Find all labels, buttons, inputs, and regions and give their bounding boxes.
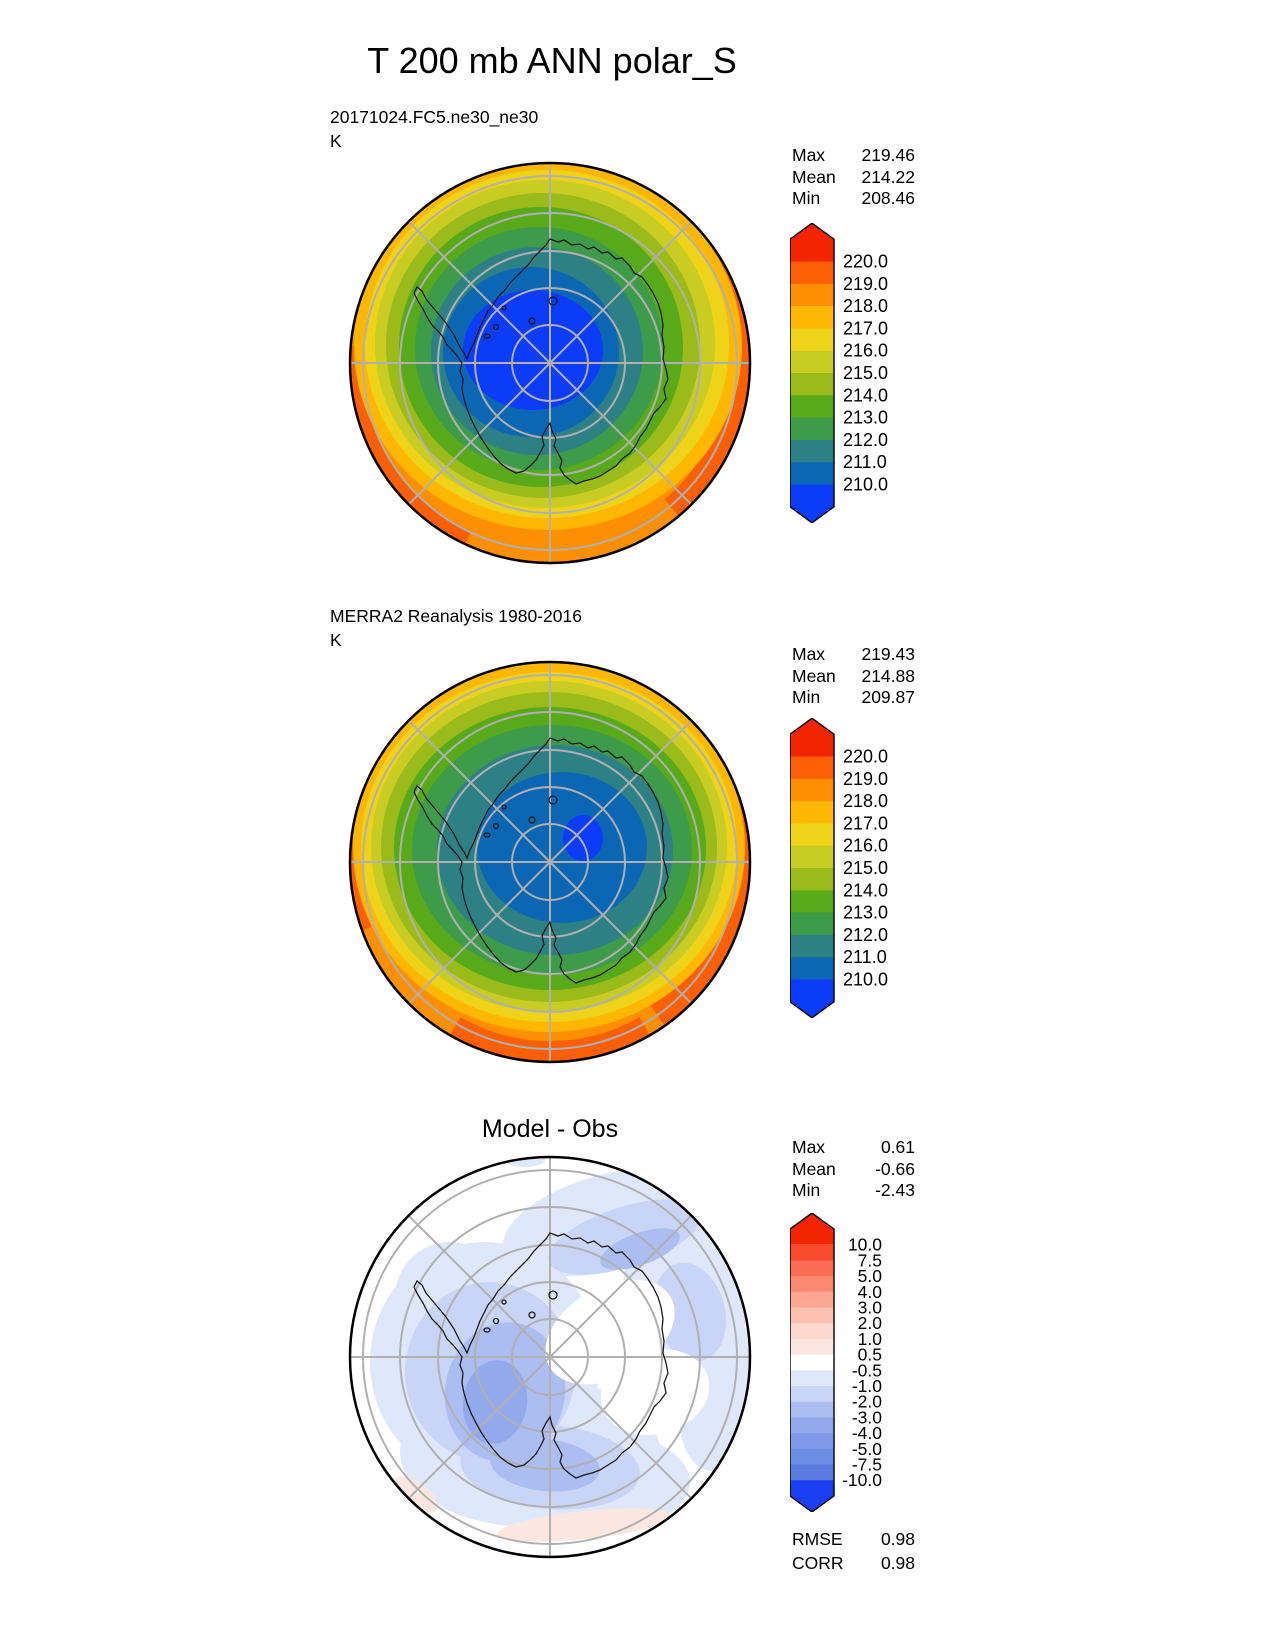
colorbar-tick-label: 219.0 [843,768,889,789]
colorbar-band [790,779,834,802]
colorbar-tick-label: -2.0 [851,1391,882,1412]
stat-value: 219.46 [861,145,915,165]
colorbar-band [790,418,834,441]
colorbar-tick-label: -0.5 [851,1360,882,1381]
colorbar-tick-label: 5.0 [857,1266,882,1287]
colorbar-tick-label: 218.0 [843,791,889,812]
colorbar-band [790,868,834,891]
stat-label: Min [792,188,821,208]
colorbar-tick-label: 214.0 [843,385,889,406]
stat-value: 209.87 [861,687,915,707]
stat-label: Mean [792,665,836,686]
colorbar-band [790,823,834,846]
stat-value: 219.43 [861,644,915,664]
colorbar-tick-label: 212.0 [843,429,889,450]
colorbar-tick-label: 212.0 [843,924,889,945]
colorbar-tick-label: 211.0 [843,947,887,968]
colorbar-tick-label: -1.0 [851,1376,882,1397]
stats-diff [792,1137,915,1202]
colorbar-band [790,1245,834,1261]
colorbar-tick-label: -10.0 [842,1470,882,1491]
figure-title: T 200 mb ANN polar_S [367,40,737,81]
colorbar-over-band [790,718,834,756]
stat-label: Max [792,1137,826,1157]
stat-value: -2.43 [875,1180,915,1200]
metric-value: 0.98 [880,1529,915,1549]
colorbar-band [790,1276,834,1292]
stats-model [792,145,915,210]
contour-band [477,772,647,923]
colorbar-tick-label: 7.5 [857,1250,882,1271]
colorbar-band [790,284,834,307]
stat-label: Max [792,644,826,664]
colorbar-band [790,1355,834,1371]
contour-band [563,815,603,861]
colorbar-band [790,1260,834,1276]
stats-obs [792,644,915,709]
colorbar-tick-label: -4.0 [851,1423,882,1444]
stat-row [792,1137,915,1159]
stat-row [792,167,915,189]
colorbar-tick-label: 211.0 [843,452,887,473]
colorbar-tick-label: 220.0 [843,746,889,767]
colorbar-tick-label: -7.5 [851,1454,882,1475]
colorbar-under-band [790,1480,834,1512]
graticule [350,163,750,563]
colorbar-tick-label: 220.0 [843,251,889,272]
metric-value: 0.98 [880,1553,915,1573]
colorbar-model [790,223,920,523]
panel-obs-label: MERRA2 Reanalysis 1980-2016 [330,606,582,626]
stat-label: Max [792,145,826,165]
stat-value: 0.61 [880,1137,915,1157]
stat-label: Min [792,687,821,707]
colorbar-band [790,1386,834,1402]
stat-row [792,188,915,210]
colorbar-band [790,1323,834,1339]
colorbar-band [790,351,834,374]
colorbar-band [790,1449,834,1465]
colorbar-tick-label: -3.0 [851,1407,882,1428]
colorbar-band [790,935,834,958]
metric-row [792,1527,915,1551]
colorbar-band [790,957,834,980]
graticule [350,662,750,1062]
colorbar-band [790,395,834,418]
metric-label: CORR [792,1553,844,1573]
colorbar-over-band [790,223,834,261]
colorbar-band [790,1370,834,1386]
colorbar-diff [790,1213,920,1512]
stat-label: Min [792,1180,821,1200]
stat-label: Mean [792,1158,836,1179]
stat-value: 214.22 [861,166,915,187]
colorbar-band [790,328,834,351]
colorbar-under-band [790,485,834,523]
colorbar-band [790,373,834,396]
stat-row [792,687,915,709]
colorbar-band [790,306,834,329]
colorbar-band [790,1292,834,1308]
stat-value: -0.66 [875,1158,915,1179]
panel-diff-title: Model - Obs [481,1115,619,1143]
colorbar-band [790,1308,834,1324]
colorbar-tick-label: 4.0 [857,1281,882,1302]
colorbar-tick-label: 2.0 [857,1313,882,1334]
colorbar-tick-label: 210.0 [843,474,889,495]
map-model [345,158,755,568]
colorbar-band [790,1339,834,1355]
colorbar-tick-label: 10.0 [847,1234,882,1255]
colorbar-tick-label: 210.0 [843,969,889,990]
colorbar-tick-label: 217.0 [843,813,889,834]
colorbar-band [790,262,834,285]
colorbar-band [790,890,834,913]
panel-obs-units: K [330,630,342,650]
graticule [350,1157,750,1557]
colorbar-tick-label: 213.0 [843,407,889,428]
colorbar-tick-label: -5.0 [851,1438,882,1459]
stat-value: 214.88 [861,665,915,686]
colorbar-tick-label: 213.0 [843,902,889,923]
colorbar-tick-label: 214.0 [843,880,889,901]
stat-label: Mean [792,166,836,187]
map-diff [345,1152,755,1562]
colorbar-tick-label: 217.0 [843,318,889,339]
colorbar-band [790,1465,834,1481]
colorbar-tick-label: 216.0 [843,340,889,361]
colorbar-band [790,913,834,936]
colorbar-band [790,462,834,485]
stat-row [792,1159,915,1181]
colorbar-band [790,1433,834,1449]
panel-model-units: K [330,131,342,151]
contour-band [463,290,603,410]
colorbar-tick-label: 216.0 [843,835,889,856]
colorbar-band [790,801,834,824]
stat-row [792,666,915,688]
metric-row [792,1551,915,1575]
colorbar-tick-label: 215.0 [843,363,889,383]
metrics-diff [792,1527,915,1575]
colorbar-over-band [790,1213,834,1245]
panel-model-label: 20171024.FC5.ne30_ne30 [330,107,539,127]
colorbar-band [790,1417,834,1433]
colorbar-band [790,440,834,463]
stat-row [792,1180,915,1202]
map-obs [345,657,755,1067]
colorbar-band [790,1402,834,1418]
colorbar-obs [790,718,920,1018]
stat-value: 208.46 [861,188,915,208]
colorbar-tick-label: 3.0 [857,1297,882,1318]
stat-row [792,644,915,666]
colorbar-band [790,846,834,869]
colorbar-tick-label: 219.0 [843,273,889,294]
metric-label: RMSE [792,1529,843,1549]
colorbar-tick-label: 0.5 [857,1344,882,1365]
colorbar-tick-label: 1.0 [857,1328,882,1349]
stat-row [792,145,915,167]
colorbar-band [790,757,834,780]
colorbar-under-band [790,980,834,1018]
colorbar-tick-label: 218.0 [843,296,889,317]
colorbar-tick-label: 215.0 [843,858,889,878]
